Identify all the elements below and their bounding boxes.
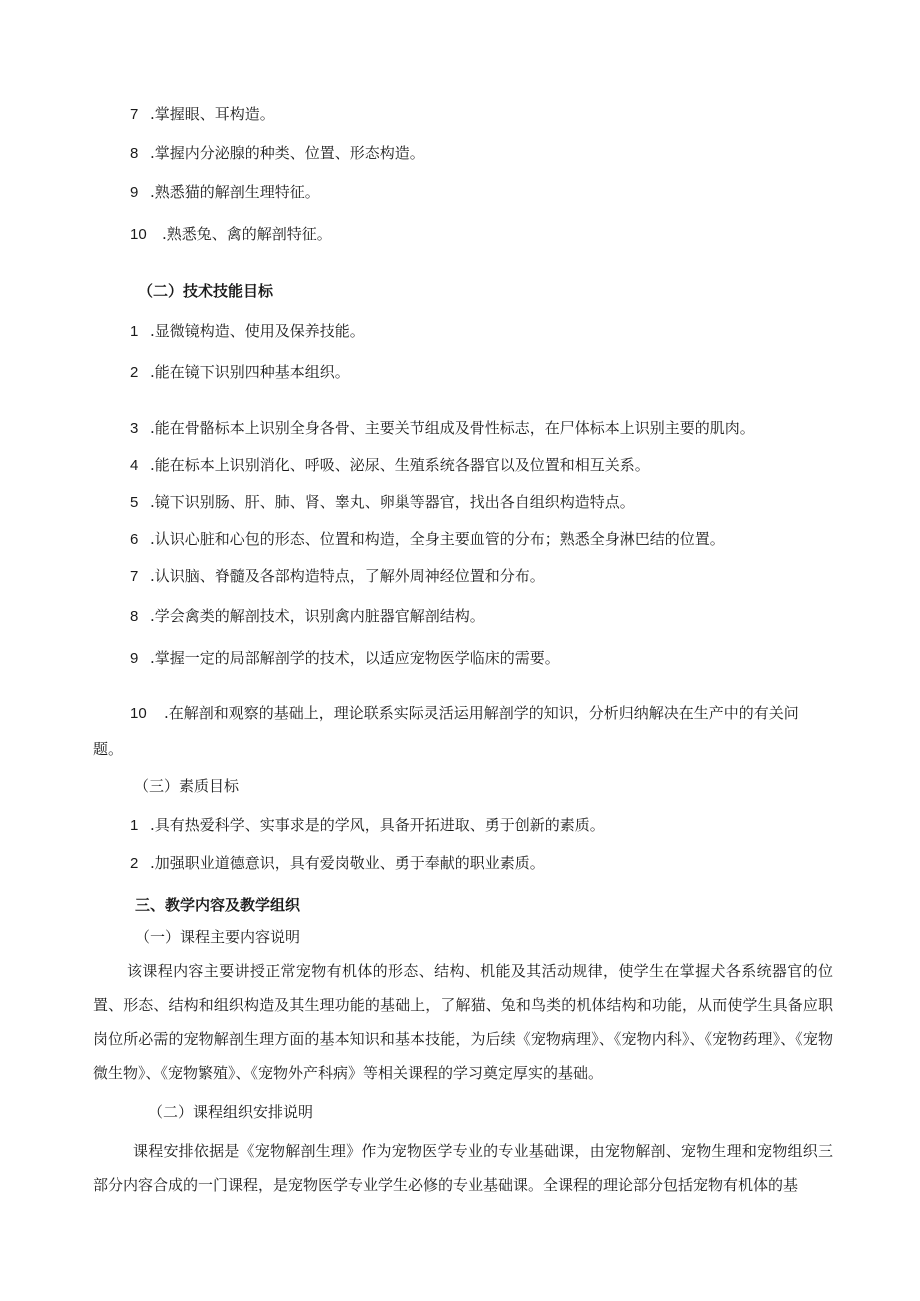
list-item-continuation: 题。 (93, 740, 124, 758)
list-item: 6 .认识心脏和心包的形态、位置和构造，全身主要血管的分布；熟悉全身淋巴结的位置。 (130, 530, 725, 548)
list-item: 3 .能在骨骼标本上识别全身各骨、主要关节组成及骨性标志，在尸体标本上识别主要的肌肉。 (130, 419, 755, 437)
list-item: 10 .在解剖和观察的基础上，理论联系实际灵活运用解剖学的知识，分析归纳解决在生产中的有关问 (130, 704, 799, 722)
list-item: 8 .掌握内分泌腺的种类、位置、形态构造。 (130, 144, 425, 162)
subsection-heading: （一）课程主要内容说明 (135, 928, 301, 946)
skills-heading: （二）技术技能目标 (138, 282, 274, 300)
list-item: 2 .能在镜下识别四种基本组织。 (130, 363, 350, 381)
list-item: 8 .学会禽类的解剖技术，识别禽内脏器官解剖结构。 (130, 607, 485, 625)
list-item: 2 .加强职业道德意识，具有爱岗敬业、勇于奉献的职业素质。 (130, 854, 545, 872)
body-paragraph: 课程安排依据是《宠物解剖生理》作为宠物医学专业的专业基础课，由宠物解剖、宠物生理和宠物组织三部分内容合成的一门课程，是宠物医学专业学生必修的专业基础课。全课程的理论部分包括宠物有机体的基 (93, 1142, 833, 1194)
list-item: 5 .镜下识别肠、肝、肺、肾、睾丸、卵巢等器官，找出各自组织构造特点。 (130, 493, 635, 511)
quality-heading: （三）素质目标 (134, 777, 240, 795)
list-item: 7 .掌握眼、耳构造。 (130, 105, 275, 123)
body-paragraph: 该课程内容主要讲授正常宠物有机体的形态、结构、机能及其活动规律，使学生在掌握犬各系统器官的位置、形态、结构和组织构造及其生理功能的基础上，了解猫、兔和鸟类的机体结构和功能，从而使学生具备应职岗位所必需的宠物解剖生理方面的基本知识和基本技能，为后续《宠物病理》、《宠物内科》、《宠物药理》、《宠物微生物》、《宠物繁殖》、《宠物外产科病》等相关课程的学习奠定厚实的基础。 (93, 962, 833, 1082)
list-item: 7 .认识脑、脊髓及各部构造特点，了解外周神经位置和分布。 (130, 567, 545, 585)
list-item: 1 .显微镜构造、使用及保养技能。 (130, 322, 365, 340)
list-item: 4 .能在标本上识别消化、呼吸、泌尿、生殖系统各器官以及位置和相互关系。 (130, 456, 650, 474)
list-item: 9 .熟悉猫的解剖生理特征。 (130, 183, 320, 201)
list-item: 1 .具有热爱科学、实事求是的学风，具备开拓进取、勇于创新的素质。 (130, 816, 605, 834)
list-item: 9 .掌握一定的局部解剖学的技术，以适应宠物医学临床的需要。 (130, 649, 560, 667)
list-item: 10 .熟悉兔、禽的解剖特征。 (130, 225, 332, 243)
section-heading: 三、教学内容及教学组织 (135, 896, 301, 914)
subsection-heading: （二）课程组织安排说明 (148, 1103, 314, 1121)
